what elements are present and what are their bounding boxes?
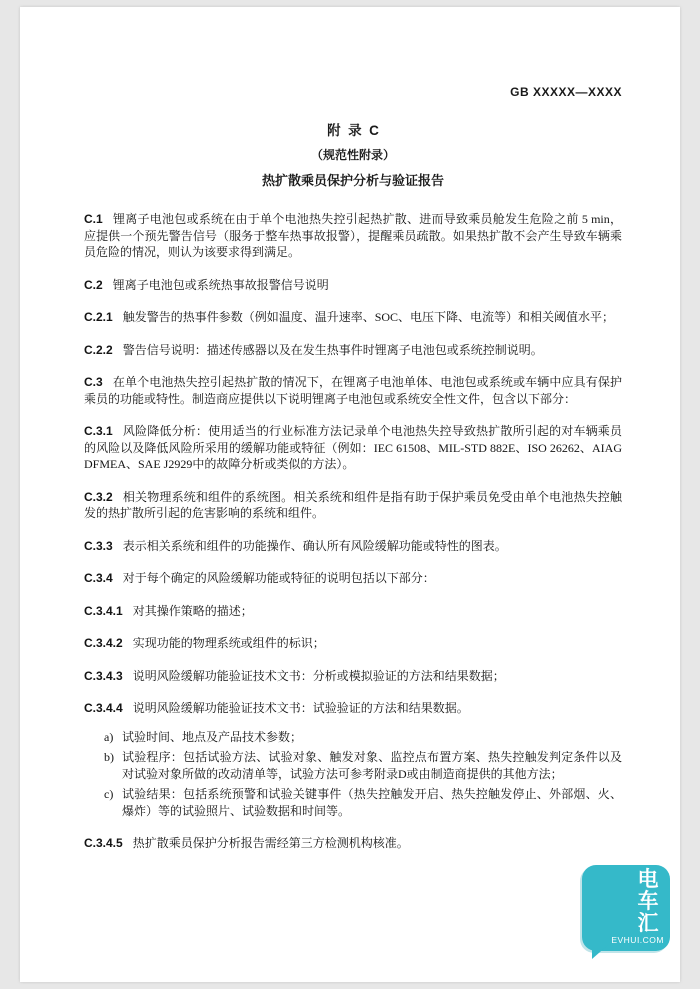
clause-number: C.3.4.2	[84, 636, 123, 650]
clause-number: C.3.3	[84, 538, 113, 553]
clause-number: C.3.1	[84, 424, 113, 438]
list-item-b	[104, 749, 622, 782]
clause-c2-1	[84, 309, 622, 326]
list-item-label: a)	[104, 729, 114, 744]
list-item-label: b)	[104, 750, 114, 764]
list-item-text: 试验结果：包括系统预警和试验关键事件（热失控触发开启、热失控触发停止、外部烟、火、爆炸）等的试验照片、试验数据和时间等。	[122, 787, 622, 818]
clause-number: C.3.2	[84, 489, 113, 504]
clause-number: C.1	[84, 212, 103, 226]
clause-c3-4-5	[84, 835, 622, 852]
clause-c3-2	[84, 489, 622, 522]
clause-number: C.3.4.4	[84, 701, 123, 715]
clause-text: 锂离子电池包或系统在由于单个电池热失控引起热扩散、进而导致乘员舱发生危险之前 5 min，应提供一个预先警告信号（服务于整车热事故报警），提醒乘员疏散。如果热扩散不会产生导致车辆乘员危险的情况，则认为该要求得到满足。	[84, 212, 622, 259]
clause-text: 在单个电池热失控引起热扩散的情况下，在锂离子电池单体、电池包或系统或车辆中应具有保护乘员的功能或特性。制造商应提供以下说明锂离子电池包或系统安全性文件，包含以下部分：	[84, 375, 622, 406]
clause-text: 说明风险缓解功能验证技术文书：试验验证的方法和结果数据。	[132, 701, 469, 715]
clause-c3-4-2	[84, 635, 622, 652]
clause-c3-4	[84, 570, 622, 587]
clause-text: 热扩散乘员保护分析报告需经第三方检测机构核准。	[132, 836, 409, 850]
clause-number: C.3	[84, 375, 103, 389]
list-item-text: 试验程序：包括试验方法、试验对象、触发对象、监控点布置方案、热失控触发判定条件以及对试验对象所做的改动清单等，试验方法可参考附录D或由制造商提供的其他方法；	[122, 750, 622, 781]
clause-c3-4-3	[84, 668, 622, 685]
speech-bubble-logo	[582, 865, 670, 951]
clause-c2	[84, 277, 622, 294]
clause-number: C.3.4.3	[84, 668, 123, 683]
clause-number: C.2.2	[84, 342, 113, 357]
clause-c3	[84, 374, 622, 407]
clause-text: 表示相关系统和组件的功能操作、确认所有风险缓解功能或特性的图表。	[122, 538, 507, 553]
clause-text: 相关物理系统和组件的系统图。相关系统和组件是指有助于保护乘员免受由单个电池热失控触发的热扩散所引起的危害影响的系统和组件。	[84, 489, 622, 520]
clause-text: 说明风险缓解功能验证技术文书：分析或模拟验证的方法和结果数据；	[132, 668, 505, 683]
clause-text: 风险降低分析：使用适当的行业标准方法记录单个电池热失控导致热扩散所引起的对车辆乘员的风险以及降低风险所采用的缓解功能或特征（例如：IEC 61508、MIL-STD 882E、ISO 26262、AIAG DFMEA、SAE J2929中的故障分析或类似的方法）。	[84, 424, 622, 471]
clause-text: 对其操作策略的描述；	[132, 603, 253, 618]
clause-text: 警告信号说明：描述传感器以及在发生热事件时锂离子电池包或系统控制说明。	[122, 342, 543, 357]
logo-brand-name: 电车汇	[637, 868, 659, 935]
clause-number: C.2.1	[84, 310, 113, 324]
clause-c3-3	[84, 538, 622, 555]
clause-c3-4-4	[84, 700, 622, 717]
list-item-c	[104, 786, 622, 819]
clause-text: 实现功能的物理系统或组件的标识；	[132, 636, 325, 650]
clause-c3-1	[84, 423, 622, 473]
clause-number: C.3.4	[84, 571, 113, 585]
speech-bubble-tail-icon	[592, 945, 608, 959]
list-item-a	[104, 729, 622, 746]
appendix-name: 热扩散乘员保护分析与验证报告	[261, 173, 444, 188]
clause-c3-4-1	[84, 603, 622, 620]
clause-text: 触发警告的热事件参数（例如温度、温升速率、SOC、电压下降、电流等）和相关阈值水平；	[122, 310, 615, 324]
appendix-subtitle: （规范性附录）	[310, 148, 395, 162]
document-page	[20, 7, 680, 982]
evhui-watermark-logo	[570, 865, 670, 961]
list-item-text: 试验时间、地点及产品技术参数；	[122, 729, 303, 744]
clause-c3-4-4-list	[84, 729, 622, 820]
clause-c2-2	[84, 342, 622, 359]
clause-number: C.3.4.5	[84, 836, 123, 850]
clause-text: 锂离子电池包或系统热事故报警信号说明	[112, 277, 329, 292]
appendix-title: 附 录 C	[327, 123, 379, 138]
clause-c1	[84, 211, 622, 261]
clause-number: C.2	[84, 277, 103, 292]
doc-number: GB XXXXX—XXXX	[510, 85, 622, 99]
clause-number: C.3.4.1	[84, 603, 123, 618]
document-body	[84, 211, 622, 852]
logo-domain-text: EVHUI.COM	[611, 935, 664, 945]
clause-text: 对于每个确定的风险缓解功能或特征的说明包括以下部分：	[122, 571, 435, 585]
list-item-label: c)	[104, 787, 114, 801]
